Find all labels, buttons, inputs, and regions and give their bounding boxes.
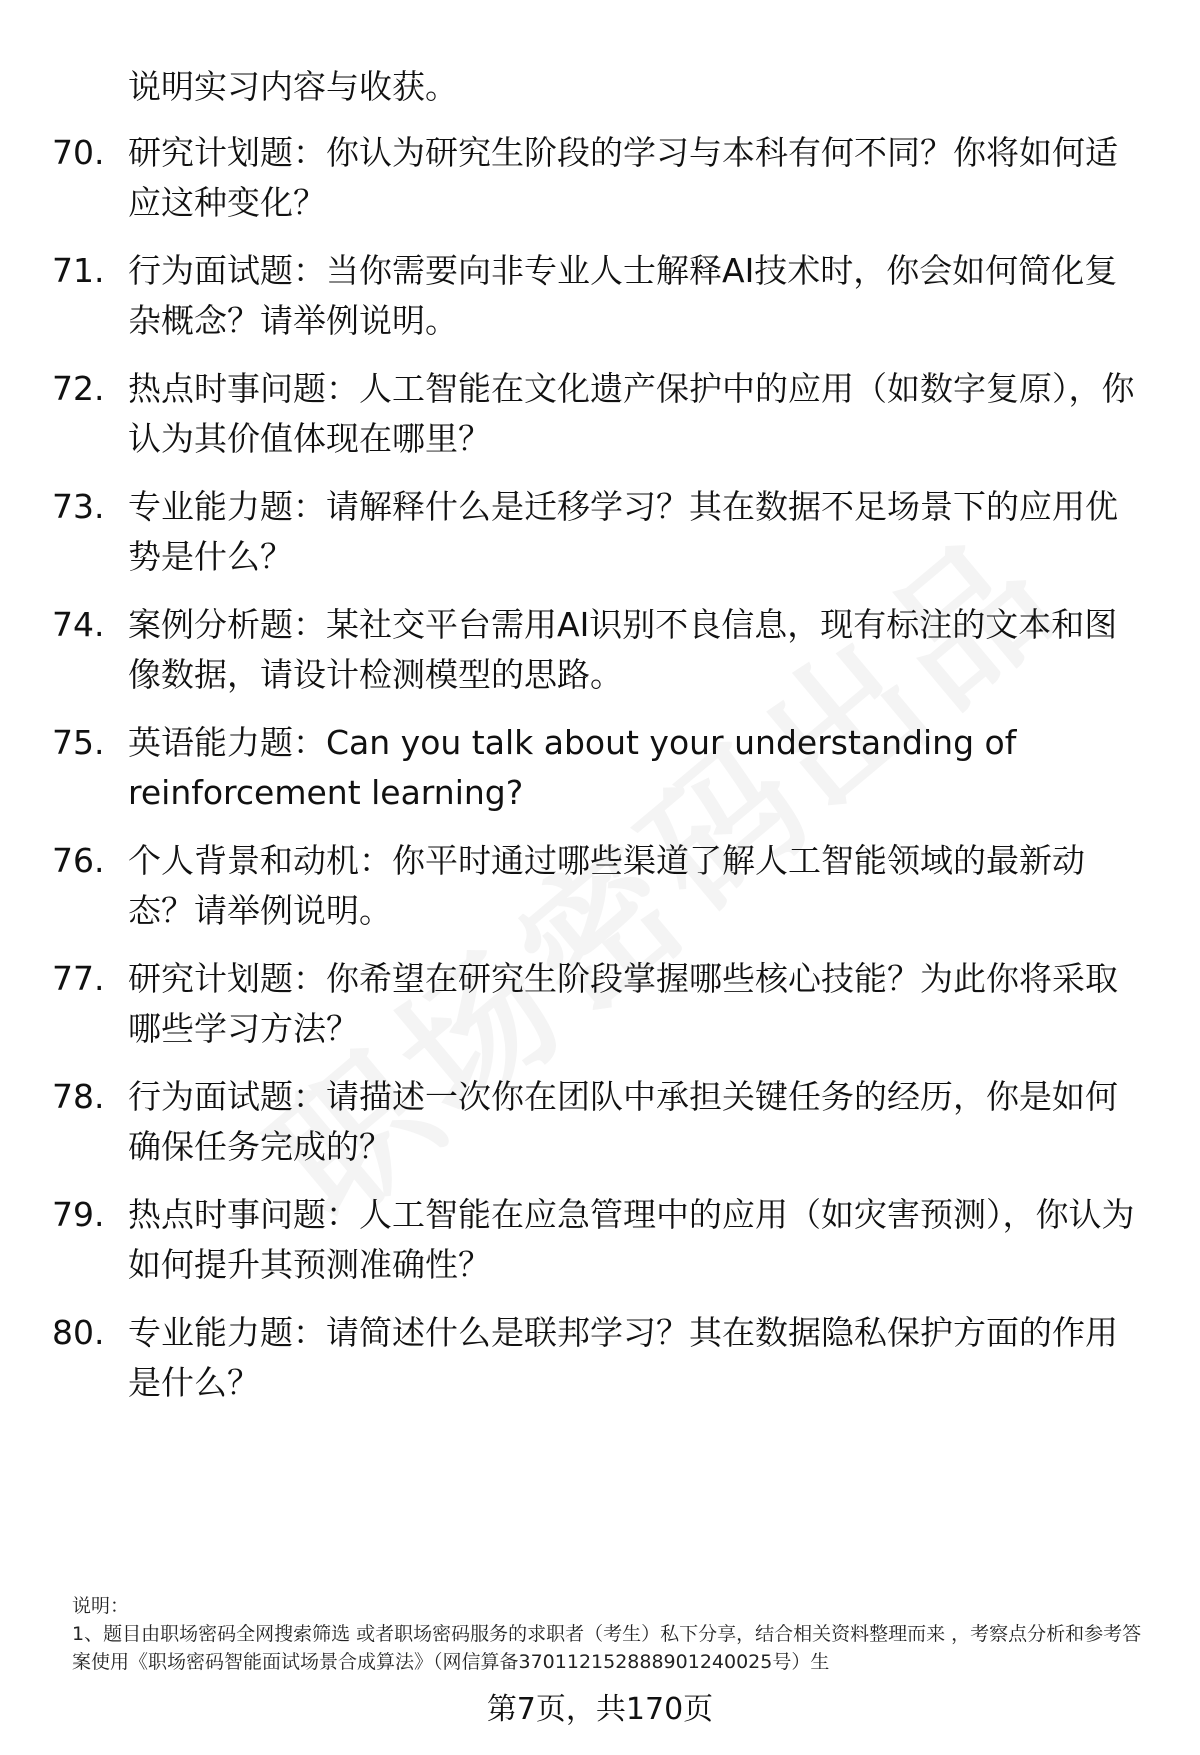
item-number: 80. bbox=[52, 1313, 105, 1352]
item-text: 个人背景和动机：你平时通过哪些渠道了解人工智能领域的最新动态？请举例说明。 bbox=[128, 841, 1085, 930]
page-number: 第7页，共170页 bbox=[486, 1692, 714, 1727]
notes-section bbox=[72, 1592, 1152, 1676]
list-item bbox=[52, 364, 1152, 464]
continuation-text: 说明实习内容与收获。 bbox=[128, 67, 458, 106]
item-number: 73. bbox=[52, 487, 105, 526]
list-item bbox=[52, 836, 1152, 936]
list-item bbox=[52, 1190, 1152, 1290]
item-number: 76. bbox=[52, 841, 105, 880]
item-text: 行为面试题：请描述一次你在团队中承担关键任务的经历，你是如何确保任务完成的？ bbox=[128, 1077, 1118, 1166]
item-text: 案例分析题：某社交平台需用AI识别不良信息，现有标注的文本和图像数据，请设计检测模型的思路。 bbox=[128, 605, 1118, 694]
item-text: 热点时事问题：人工智能在文化遗产保护中的应用（如数字复原），你认为其价值体现在哪里？ bbox=[128, 369, 1135, 458]
list-item bbox=[52, 246, 1152, 346]
item-number: 75. bbox=[52, 723, 105, 762]
item-number: 71. bbox=[52, 251, 105, 290]
list-item bbox=[52, 954, 1152, 1054]
list-item bbox=[52, 1308, 1152, 1408]
item-number: 72. bbox=[52, 369, 105, 408]
notes-line: 1、题目由职场密码全网搜索筛选 或者职场密码服务的求职者（考生）私下分享，结合相关资料整理而来 ，考察点分析和参考答案使用《职场密码智能面试场景合成算法》（网信算备370112152888901240025号）生 bbox=[72, 1623, 1142, 1673]
item-number: 79. bbox=[52, 1195, 105, 1234]
item-text: 热点时事问题：人工智能在应急管理中的应用（如灾害预测），你认为如何提升其预测准确性？ bbox=[128, 1195, 1135, 1284]
item-text: 专业能力题：请解释什么是迁移学习？其在数据不足场景下的应用优势是什么？ bbox=[128, 487, 1118, 576]
item-text: 研究计划题：你认为研究生阶段的学习与本科有何不同？你将如何适应这种变化？ bbox=[128, 133, 1118, 222]
list-item bbox=[52, 482, 1152, 582]
item-text: 专业能力题：请简述什么是联邦学习？其在数据隐私保护方面的作用是什么？ bbox=[128, 1313, 1118, 1402]
item-number: 78. bbox=[52, 1077, 105, 1116]
item-number: 70. bbox=[52, 133, 105, 172]
item-text: 行为面试题：当你需要向非专业人士解释AI技术时，你会如何简化复杂概念？请举例说明。 bbox=[128, 251, 1118, 340]
list-item bbox=[52, 718, 1152, 818]
notes-heading: 说明： bbox=[72, 1595, 130, 1617]
list-item bbox=[52, 1072, 1152, 1172]
item-number: 74. bbox=[52, 605, 105, 644]
item-text: 研究计划题：你希望在研究生阶段掌握哪些核心技能？为此你将采取哪些学习方法？ bbox=[128, 959, 1118, 1048]
list-item bbox=[52, 128, 1152, 228]
item-text: 英语能力题：Can you talk about your understanding of reinforcement learning? bbox=[128, 723, 1017, 812]
list-item bbox=[52, 600, 1152, 700]
item-number: 77. bbox=[52, 959, 105, 998]
